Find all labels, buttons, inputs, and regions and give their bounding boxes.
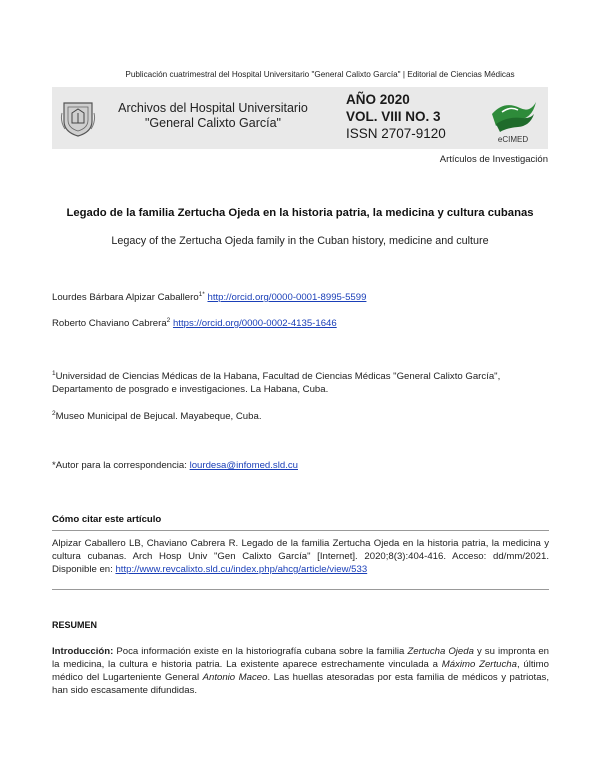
citation-url-link[interactable]: http://www.revcalixto.sld.cu/index.php/ahcg/article/view/533 xyxy=(115,564,368,575)
section-label: Artículos de Investigación xyxy=(439,154,548,165)
resumen-italic: Zertucha Ojeda xyxy=(407,646,474,657)
affiliation-superscript: 2 xyxy=(52,410,56,417)
resumen-italic: Máximo Zertucha xyxy=(441,659,517,670)
resumen-text: Poca información existe en la historiografía cubana sobre la familia xyxy=(113,646,408,657)
article-title-en: Legacy of the Zertucha Ojeda family in the Cuban history, medicine and culture xyxy=(111,235,489,247)
resumen-intro-label: Introducción: xyxy=(52,646,114,657)
author-name: Lourdes Bárbara Alpizar Caballero xyxy=(52,292,199,304)
author-1 xyxy=(52,291,366,303)
citation-heading: Cómo citar este artículo xyxy=(52,514,162,525)
affiliation-2 xyxy=(52,407,552,423)
issue-volume: VOL. VIII NO. 3 xyxy=(346,109,441,124)
publication-line: Publicación cuatrimestral del Hospital Universitario "General Calixto García" | Editorial de Ciencias Médicas xyxy=(125,70,515,79)
ecimed-logo-text: eCIMED xyxy=(497,135,529,144)
resumen-heading: RESUMEN xyxy=(52,620,98,630)
affiliation-superscript: 1 xyxy=(52,370,56,377)
issue-year: AÑO 2020 xyxy=(346,92,410,107)
ecimed-logo-icon xyxy=(486,94,540,146)
correspondence-email-link[interactable]: lourdesa@infomed.sld.cu xyxy=(189,460,298,471)
author-2 xyxy=(52,317,337,329)
resumen-italic: Antonio Maceo xyxy=(202,672,268,683)
orcid-link[interactable]: https://orcid.org/0000-0002-4135-1646 xyxy=(172,318,337,330)
author-superscript: 1* xyxy=(198,291,205,298)
journal-name-line2: "General Calixto García" xyxy=(144,116,281,130)
journal-name-line1: Archivos del Hospital Universitario xyxy=(118,101,308,115)
resumen-text: . Las huellas atesoradas por esta familia de médicos y patriotas, han sido escasamente difundidas. xyxy=(52,672,550,696)
issue-info xyxy=(346,91,446,142)
affiliation-text: Museo Municipal de Bejucal. Mayabeque, Cuba. xyxy=(55,411,262,423)
resumen-text: y su impronta en la medicina, la cultura e historia patria. La existente aparece estrechamente vinculada a xyxy=(52,646,549,670)
hospital-seal-icon xyxy=(60,99,96,137)
article-title-es: Legado de la familia Zertucha Ojeda en la historia patria, la medicina y cultura cubanas xyxy=(66,207,534,219)
affiliation-1 xyxy=(52,367,552,396)
author-superscript: 2 xyxy=(166,317,171,324)
affiliation-text: Universidad de Ciencias Médicas de la Habana, Facultad de Ciencias Médicas "General Calixto García", Departamento de posgrado e investigaciones. La Habana, Cuba. xyxy=(52,371,501,396)
citation-text xyxy=(52,537,549,576)
citation-divider-bottom xyxy=(52,589,549,590)
journal-name xyxy=(108,101,318,131)
issue-issn: ISSN 2707-9120 xyxy=(346,126,446,141)
citation-body: Alpizar Caballero LB, Chaviano Cabrera R. Legado de la familia Zertucha Ojeda en la historia patria, la medicina y cultura cubanas. Arch Hosp Univ "Gen Calixto García" [Internet]. 2020;8(3):404-416. Acceso: dd/mm/2021. Disponible en: xyxy=(52,538,549,575)
resumen-paragraph xyxy=(52,645,549,697)
orcid-link[interactable]: http://orcid.org/0000-0001-8995-5599 xyxy=(207,292,367,304)
author-name: Roberto Chaviano Cabrera xyxy=(52,318,167,330)
correspondence-label: *Autor para la correspondencia: xyxy=(52,460,190,471)
citation-divider-top xyxy=(52,530,549,531)
resumen-text: , último médico del Lugarteniente General xyxy=(52,659,549,683)
correspondence xyxy=(52,460,298,471)
